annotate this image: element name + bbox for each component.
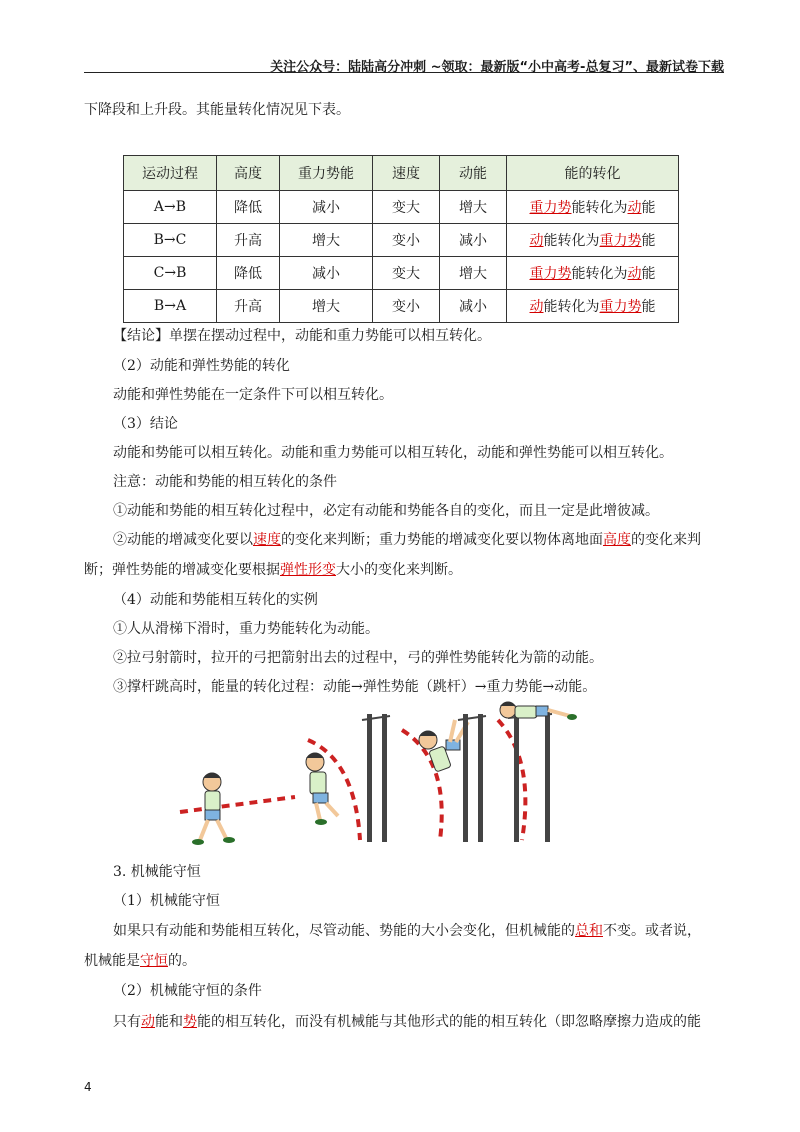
- cell-conversion: [507, 290, 679, 323]
- conversion-from: 动: [529, 233, 544, 249]
- conversion-mid: 能转化为: [571, 266, 628, 282]
- highlight-speed: 速度: [253, 532, 281, 548]
- cell-process: B→A: [124, 290, 217, 323]
- text-span: 如果只有动能和势能相互转化，尽管动能、势能的大小会变化，但机械能的: [113, 923, 575, 939]
- cell-height: 降低: [217, 191, 280, 224]
- conversion-end: 能: [641, 200, 656, 216]
- example-2: ②拉弓射箭时，拉开的弓把箭射出去的过程中，弓的弹性势能转化为箭的动能。: [113, 650, 603, 666]
- text-span: 能和: [155, 1014, 183, 1030]
- cell-process: C→B: [124, 257, 217, 290]
- text-span: 的变化来判: [631, 532, 701, 548]
- vaulter-rising: [402, 720, 468, 840]
- cell-ke: 减小: [440, 224, 507, 257]
- table-row: [124, 257, 679, 290]
- conversion-end: 能: [641, 233, 656, 249]
- conversion-end: 能: [641, 299, 656, 315]
- conservation-condition-text: [113, 1012, 701, 1032]
- text-span: 机械能是: [84, 953, 140, 969]
- cell-process: B→C: [124, 224, 217, 257]
- text-span: ②动能的增减变化要以: [113, 532, 253, 548]
- highlight-height: 高度: [603, 532, 631, 548]
- cell-height: 升高: [217, 224, 280, 257]
- cell-height: 升高: [217, 290, 280, 323]
- header-rule: [84, 72, 724, 73]
- cell-ke: 增大: [440, 191, 507, 224]
- cell-speed: 变小: [373, 224, 440, 257]
- note-2: [113, 530, 701, 550]
- text-span: 只有: [113, 1014, 141, 1030]
- cell-ke: 减小: [440, 290, 507, 323]
- vaulter-running: [180, 773, 295, 845]
- table-header-row: [124, 156, 679, 191]
- cell-process: A→B: [124, 191, 217, 224]
- section-4-title: （4）动能和势能相互转化的实例: [113, 592, 318, 608]
- mechanical-conservation-text-cont: [84, 951, 196, 971]
- table-header: 动能: [440, 156, 507, 191]
- cell-conversion: [507, 191, 679, 224]
- vaulter-planting: [306, 740, 360, 840]
- text-span: 不变。或者说，: [603, 923, 701, 939]
- page-number: 4: [84, 1080, 92, 1094]
- conversion-mid: 能转化为: [543, 233, 600, 249]
- table-header: 速度: [373, 156, 440, 191]
- cell-gpe: 减小: [280, 191, 373, 224]
- text-span: 的变化来判断；重力势能的增减变化要以物体离地面: [281, 532, 603, 548]
- text-span: 大小的变化来判断。: [336, 562, 462, 578]
- table-header: 能的转化: [507, 156, 679, 191]
- text-span: 的。: [168, 953, 196, 969]
- conservation-condition-title: （2）机械能守恒的条件: [113, 983, 262, 999]
- section-2-title: （2）动能和弹性势能的转化: [113, 358, 290, 374]
- intro-text: 下降段和上升段。其能量转化情况见下表。: [84, 102, 350, 118]
- example-1: ①人从滑梯下滑时，重力势能转化为动能。: [113, 621, 379, 637]
- cell-height: 降低: [217, 257, 280, 290]
- cell-gpe: 减小: [280, 257, 373, 290]
- text-span: 断；弹性势能的增减变化要根据: [84, 562, 280, 578]
- conversion-from: 重力势: [529, 266, 572, 282]
- mechanical-conservation-title: （1）机械能守恒: [113, 893, 220, 909]
- high-jump-standard: [362, 714, 390, 842]
- table-header: 高度: [217, 156, 280, 191]
- table-row: [124, 224, 679, 257]
- cell-conversion: [507, 257, 679, 290]
- highlight-kinetic: 动: [141, 1014, 155, 1030]
- conversion-to: 动: [627, 200, 642, 216]
- conversion-from: 重力势: [529, 200, 572, 216]
- vaulter-clearing: [498, 702, 577, 842]
- cell-speed: 变大: [373, 257, 440, 290]
- highlight-potential: 势: [183, 1014, 197, 1030]
- conversion-from: 动: [529, 299, 544, 315]
- cell-speed: 变大: [373, 191, 440, 224]
- highlight-conserved: 守恒: [140, 953, 168, 969]
- section-2-text: 动能和弹性势能在一定条件下可以相互转化。: [113, 387, 393, 403]
- conversion-to: 重力势: [599, 299, 642, 315]
- conversion-mid: 能转化为: [571, 200, 628, 216]
- example-3: ③撑杆跳高时，能量的转化过程：动能→弹性势能（跳杆）→重力势能→动能。: [113, 679, 597, 695]
- conclusion-text: 【结论】单摆在摆动过程中，动能和重力势能可以相互转化。: [113, 328, 491, 344]
- page-header: 关注公众号：陆陆高分冲刺 ~领取：最新版“小中高考-总复习”、最新试卷下载: [270, 60, 724, 75]
- table-header: 重力势能: [280, 156, 373, 191]
- note-1: ①动能和势能的相互转化过程中，必定有动能和势能各自的变化，而且一定是此增彼减。: [113, 503, 659, 519]
- cell-speed: 变小: [373, 290, 440, 323]
- pole-vault-illustration: [150, 700, 580, 850]
- note-title: 注意：动能和势能的相互转化的条件: [113, 474, 337, 490]
- mechanical-conservation-text: [113, 921, 701, 941]
- conversion-mid: 能转化为: [543, 299, 600, 315]
- highlight-elastic: 弹性形变: [280, 562, 336, 578]
- section-3-text: 动能和势能可以相互转化。动能和重力势能可以相互转化，动能和弹性势能可以相互转化。: [113, 445, 673, 461]
- text-span: 能的相互转化，而没有机械能与其他形式的能的相互转化（即忽略摩擦力造成的能: [197, 1014, 701, 1030]
- energy-table: [123, 155, 679, 323]
- conversion-to: 重力势: [599, 233, 642, 249]
- cell-gpe: 增大: [280, 224, 373, 257]
- highlight-sum: 总和: [575, 923, 603, 939]
- note-2-cont: [84, 560, 462, 580]
- table-header: 运动过程: [124, 156, 217, 191]
- table-row: [124, 191, 679, 224]
- cell-ke: 增大: [440, 257, 507, 290]
- mechanical-energy-title: 3. 机械能守恒: [113, 864, 201, 880]
- cell-gpe: 增大: [280, 290, 373, 323]
- conversion-end: 能: [641, 266, 656, 282]
- conversion-to: 动: [627, 266, 642, 282]
- section-3-title: （3）结论: [113, 416, 178, 432]
- table-row: [124, 290, 679, 323]
- cell-conversion: [507, 224, 679, 257]
